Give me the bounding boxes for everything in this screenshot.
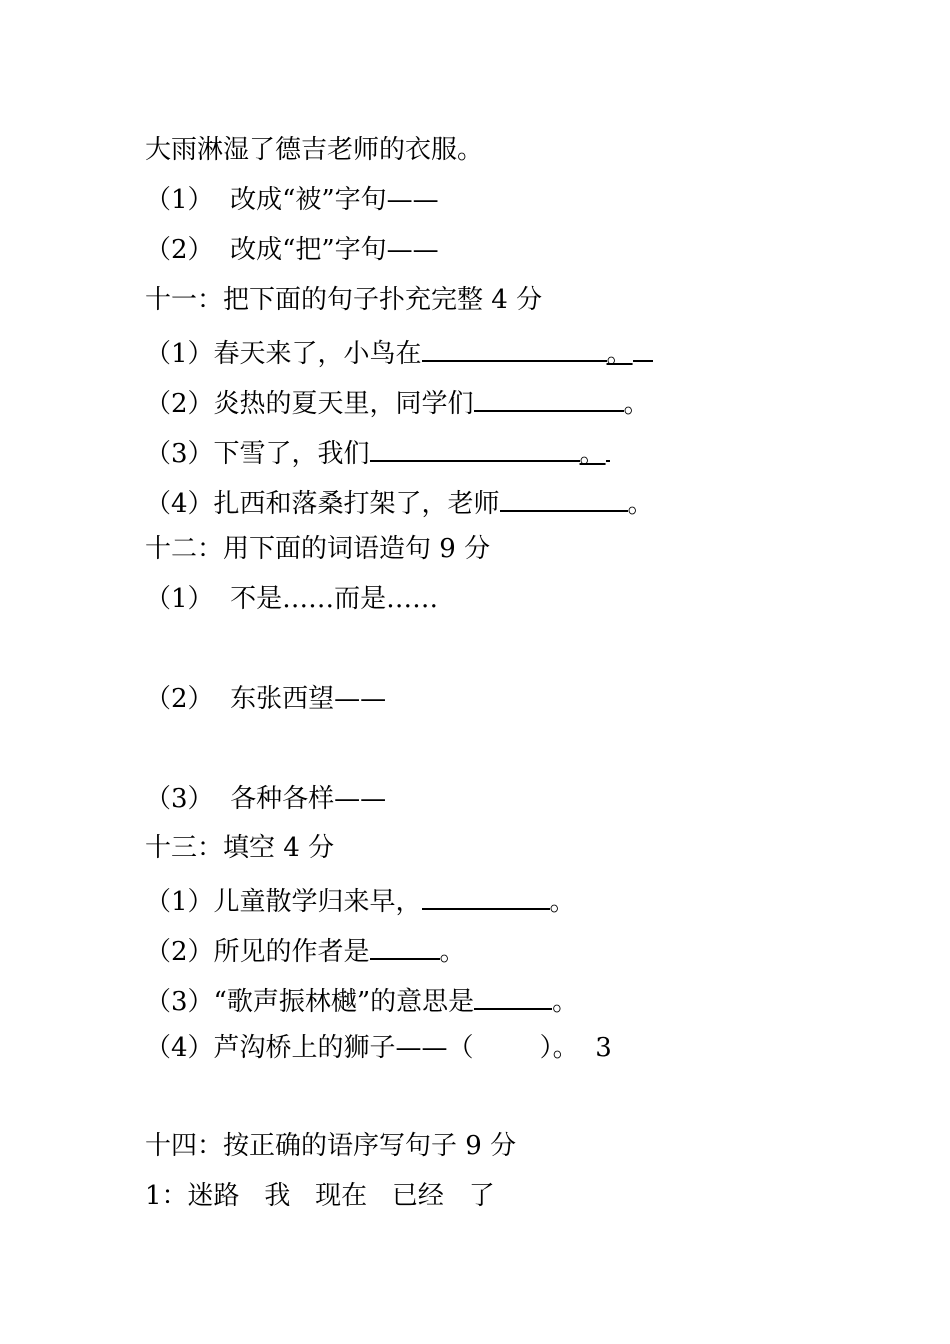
answer-blank[interactable] [474,384,624,412]
section-11-item-3 [145,434,610,470]
section-12-item-3: （3） 各种各样—— [145,784,387,814]
section-13-item-3 [145,982,578,1018]
item-end: 。 [579,439,606,469]
answer-blank-tail [633,334,653,362]
item-text: （3）下雪了，我们 [145,439,370,469]
item-end: 。 [606,339,633,369]
item-text: （1）春天来了，小鸟在 [145,339,422,369]
item-end: 。 [552,987,579,1017]
answer-blank[interactable] [370,932,440,960]
item-text: （1）儿童散学归来早， [145,887,422,917]
sentence-prompt: 大雨淋湿了德吉老师的衣服。 [145,135,484,165]
section-11-heading: 十一：把下面的句子扑充完整 4 分 [145,285,543,315]
answer-blank[interactable] [500,484,628,512]
section-12-item-1: （1） 不是……而是…… [145,584,439,614]
item-end: 。 [549,887,576,917]
section-13-item-2 [145,932,466,968]
item-bei-sentence: （1） 改成“被”字句—— [145,185,439,215]
section-11-item-1 [145,334,653,370]
item-text: （2）炎热的夏天里，同学们 [145,389,474,419]
item-text: （2）所见的作者是 [145,937,370,967]
item-text: （4）扎西和落桑打架了，老师 [145,489,500,519]
item-end: 。 [623,389,650,419]
section-12-heading: 十二：用下面的词语造句 9 分 [145,534,491,564]
answer-blank[interactable] [422,334,607,362]
item-text: （3）“歌声振林樾”的意思是 [145,987,475,1017]
section-14-item-1: 1：迷路 我 现在 已经 了 [145,1181,495,1211]
item-end: 。 [627,489,654,519]
answer-blank[interactable] [422,882,550,910]
section-11-item-4 [145,484,654,520]
answer-blank[interactable] [370,434,580,462]
section-13-heading: 十三：填空 4 分 [145,833,335,863]
answer-blank-tail [606,434,610,462]
section-13-item-1 [145,882,576,918]
section-12-item-2: （2） 东张西望—— [145,684,387,714]
section-14-heading: 十四：按正确的语序写句子 9 分 [145,1131,517,1161]
section-13-item-4: （4）芦沟桥上的狮子——（ ）。 3 [145,1033,612,1063]
section-11-item-2 [145,384,650,420]
item-ba-sentence: （2） 改成“把”字句—— [145,235,439,265]
item-end: 。 [439,937,466,967]
answer-blank[interactable] [474,982,552,1010]
